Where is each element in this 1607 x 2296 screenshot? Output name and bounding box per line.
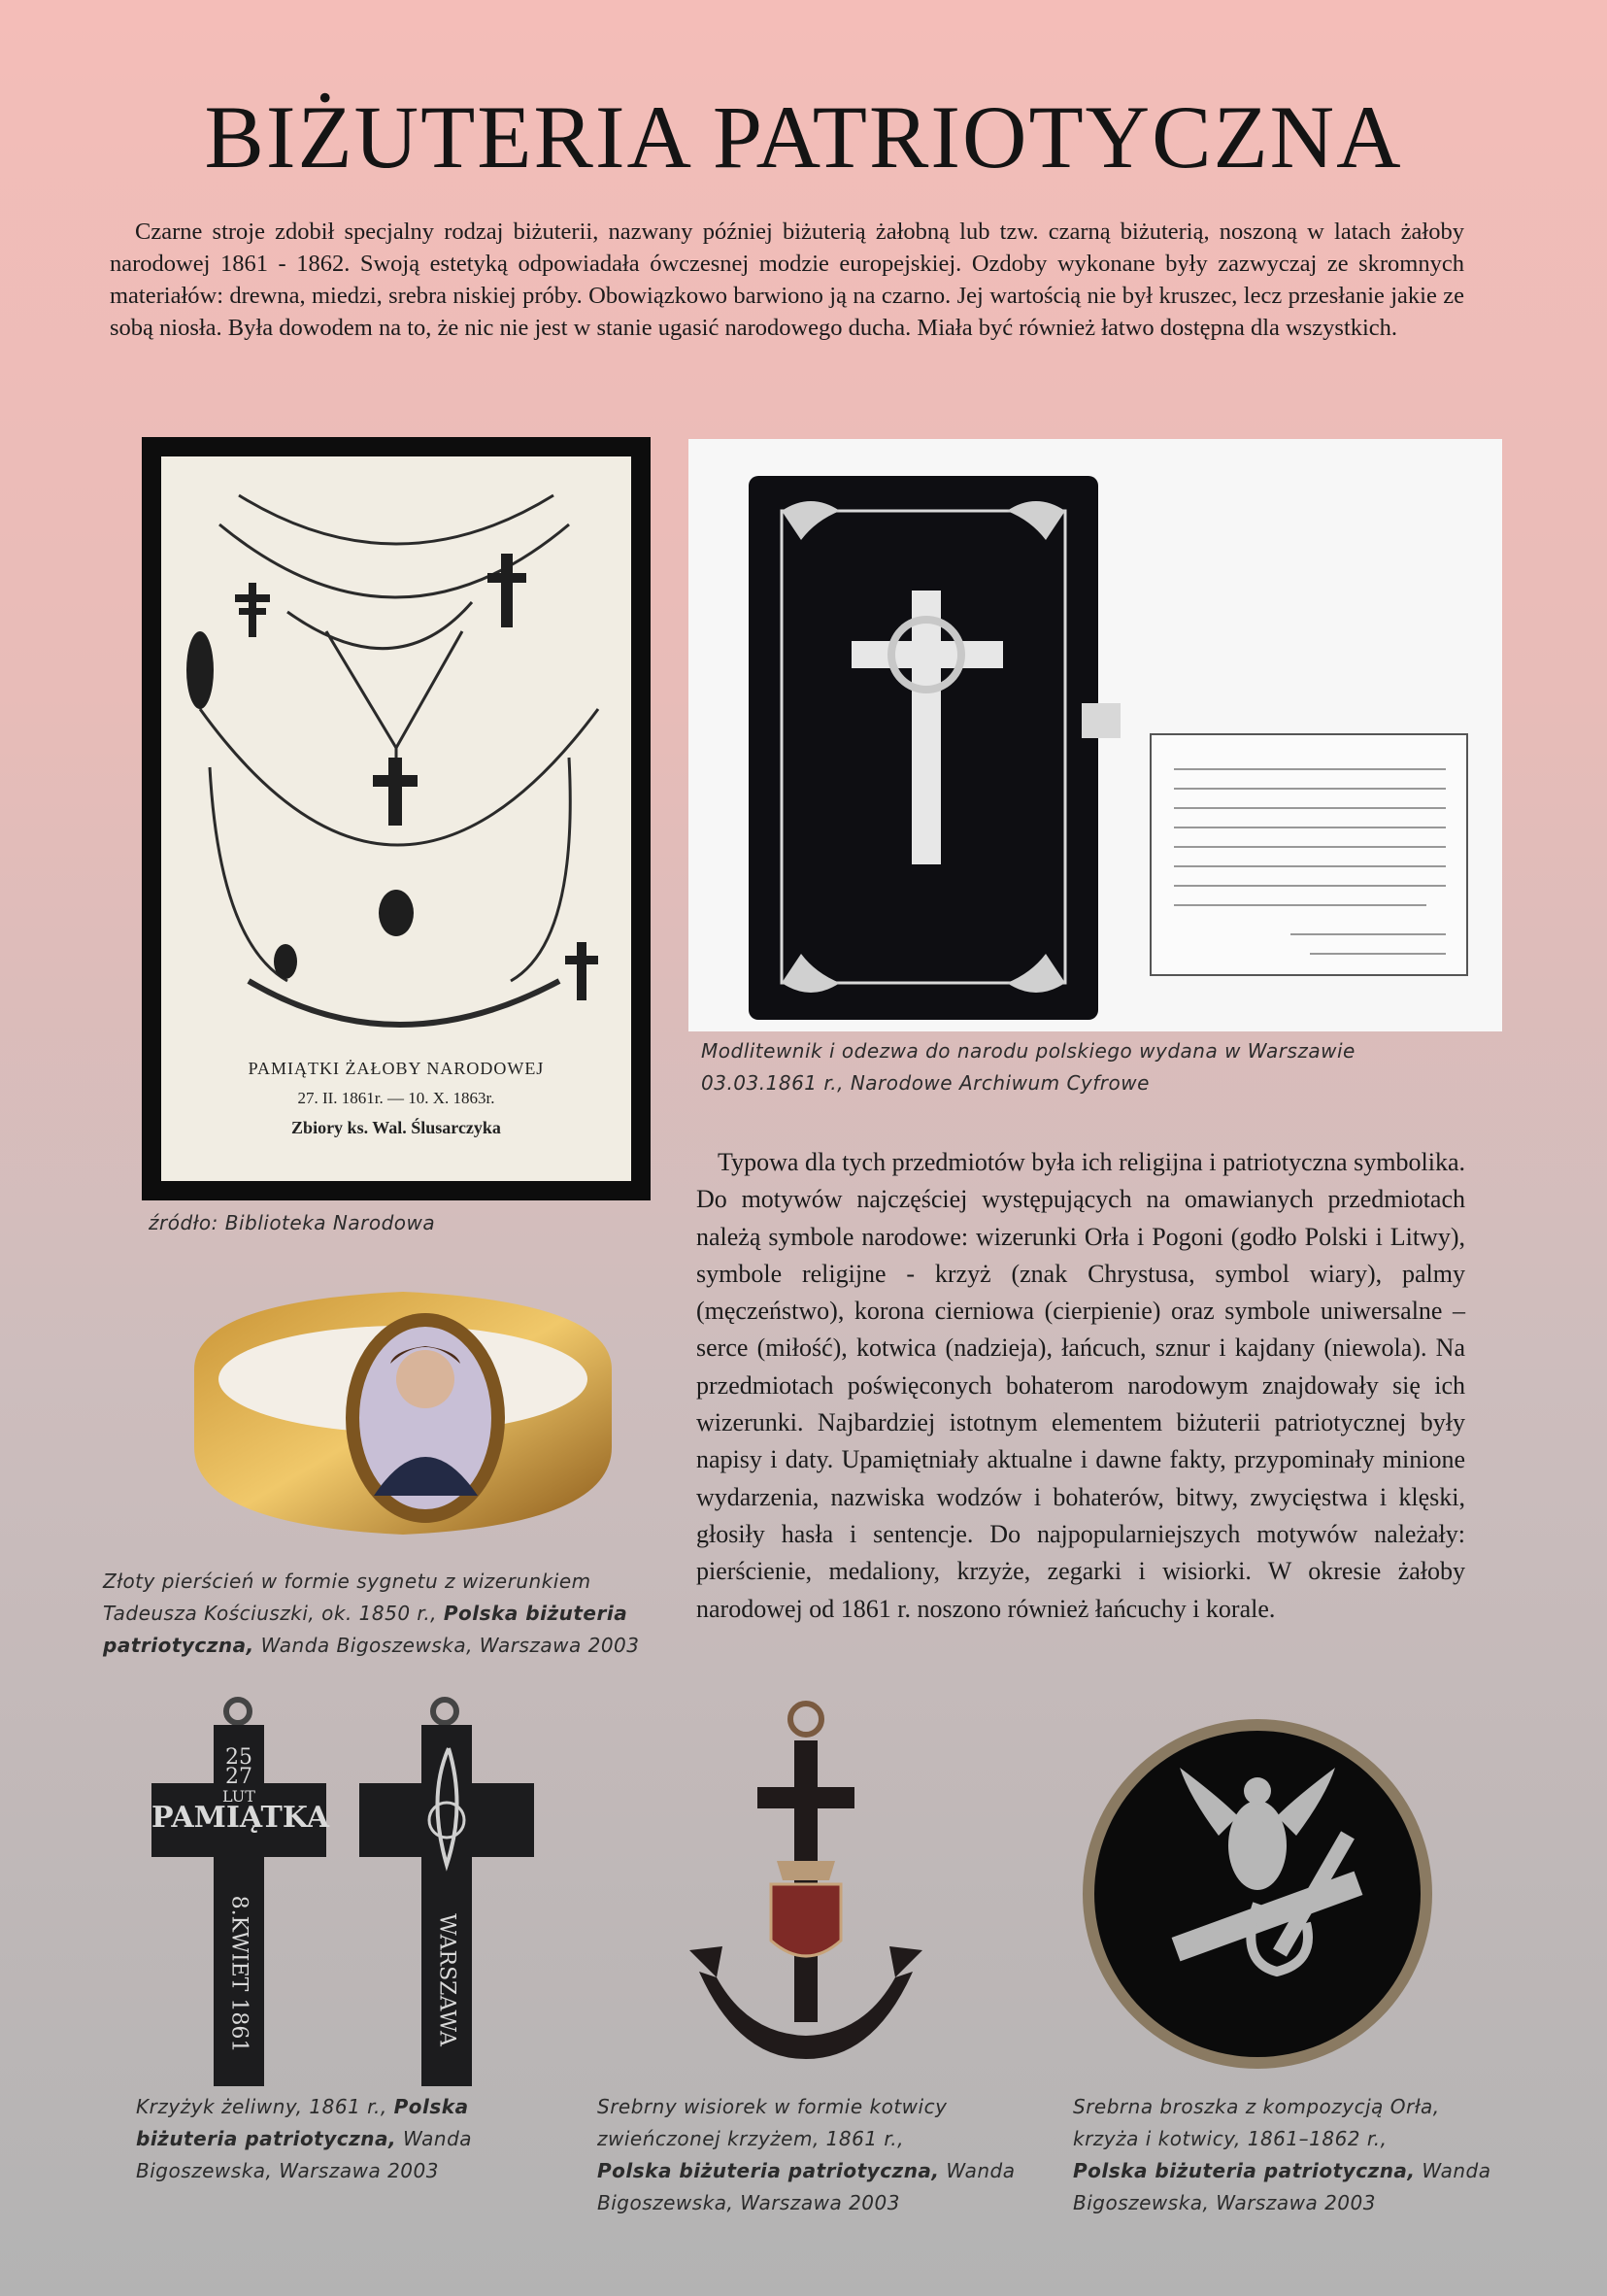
anchor-caption-line3a: Polska biżuteria patriotyczna, — [597, 2159, 940, 2182]
ring-caption-line3a: patriotyczna, — [103, 1634, 254, 1657]
brooch-caption — [1073, 2091, 1500, 2219]
brooch-caption-line3b: Wanda — [1415, 2159, 1491, 2182]
kosciuszko-ring-photo — [175, 1263, 631, 1554]
cross-front-bottom-text: 8.KWIET 1861 — [226, 1895, 251, 2053]
cross-text-day1: 25 — [225, 1745, 252, 1770]
cross-caption-line3: Bigoszewska, Warszawa 2003 — [136, 2159, 439, 2182]
mourning-jewelry-card-photo — [142, 437, 651, 1200]
brooch-caption-line2: krzyża i kotwicy, 1861–1862 r., — [1073, 2127, 1388, 2150]
brooch-caption-line4: Bigoszewska, Warszawa 2003 — [1073, 2191, 1376, 2214]
anchor-caption-line1: Srebrny wisiorek w formie kotwicy — [597, 2095, 948, 2118]
anchor-caption-line4: Bigoszewska, Warszawa 2003 — [597, 2191, 900, 2214]
cross-caption-line1b: Polska — [393, 2095, 469, 2118]
anchor-caption-line3b: Wanda — [939, 2159, 1016, 2182]
card-dates: 27. II. 1861r. — 10. X. 1863r. — [297, 1089, 495, 1107]
anchor-pendant-photo — [670, 1690, 942, 2078]
intro-paragraph: Czarne stroje zdobił specjalny rodzaj biżuterii, nazwany później biżuterią żałobną lub tzw. czarną biżuterią, noszoną w latach żałoby narodowej 1861 - 1862. Swoją estetyką odpowiadała ówczesnej modzie europejskiej. Ozdoby wykonane były zazwyczaj ze skromnych materiałów: drewna, miedzi, srebra niskiej próby. Obowiązkowo barwiono ją na czarno. Jej wartością nie był kruszec, lecz przesłanie jakie ze sobą niosła. Była dowodem na to, że nic nie jest w stanie ugasić narodowego ducha. Miała być również łatwo dostępna dla wszystkich. — [110, 219, 1464, 341]
cross-caption-line2b: Wanda — [396, 2127, 473, 2150]
cross-caption — [136, 2091, 544, 2187]
ring-caption-line2b: Polska biżuteria — [443, 1602, 628, 1625]
symbolism-paragraph: Typowa dla tych przedmiotów była ich religijna i patriotyczna symbolika. Do motywów najczęściej występujących na omawianych przedmiotach należą symbole narodowe: wizerunki Orła i Pogoni (godło Polski i Litwy), symbole religijne - krzyż (znak Chrystusa, symbol wiary), palmy (męczeństwo), korona cierniowa (cierpienie) oraz symbole uniwersalne – serce (miłość), kotwica (nadzieja), łańcuch, sznur i kajdany (niewola). Na przedmiotach poświęconych bohaterom narodowym znajdowały się ich wizerunki. Najbardziej istotnym elementem biżuterii patriotycznej były napisy i daty. Upamiętniały aktualne i dawne fakty, przypominały minione wydarzenia, nazwiska wodzów i bohaterów, bitwy, zwycięstwa i klęski, głosiły hasła i sentencje. Do najpopularniejszych motywów należały: pierścienie, medaliony, krzyże, zegarki i wisiorki. W okresie żałoby narodowej od 1861 r. noszono również łańcuchy i korale. — [696, 1148, 1465, 1623]
prayer-book-caption — [701, 1035, 1497, 1099]
card-title: PAMIĄTKI ŻAŁOBY NARODOWEJ — [248, 1059, 545, 1078]
cross-caption-line1a: Krzyżyk żeliwny, 1861 r., — [136, 2095, 394, 2118]
anchor-caption-line2: zwieńczonej krzyżem, 1861 r., — [597, 2127, 905, 2150]
prayer-book-caption-line1: Modlitewnik i odezwa do narodu polskiego wydana w Warszawie — [701, 1039, 1356, 1063]
cross-text-month: LUT — [222, 1787, 255, 1806]
card-collection: Zbiory ks. Wal. Ślusarczyka — [291, 1118, 501, 1137]
source-caption: źródło: Biblioteka Narodowa — [149, 1211, 436, 1234]
brooch-caption-line3a: Polska biżuteria patriotyczna, — [1073, 2159, 1416, 2182]
cast-iron-cross-photo — [136, 1690, 544, 2098]
eagle-brooch-photo — [1073, 1709, 1442, 2078]
brooch-caption-line1: Srebrna broszka z kompozycją Orła, — [1073, 2095, 1440, 2118]
ring-caption — [103, 1566, 666, 1662]
anchor-caption — [597, 2091, 1024, 2219]
ring-caption-line3b: Wanda Bigoszewska, Warszawa 2003 — [253, 1634, 640, 1657]
ring-caption-line1: Złoty pierścień w formie sygnetu z wizerunkiem — [103, 1570, 591, 1593]
page-title: BIŻUTERIA PATRIOTYCZNA — [204, 87, 1403, 186]
prayer-book-photo — [688, 439, 1502, 1031]
prayer-book-caption-line2: 03.03.1861 r., Narodowe Archiwum Cyfrowe — [701, 1071, 1150, 1095]
cross-back-bottom-text: WARSZAWA — [434, 1913, 459, 2046]
ring-caption-line2a: Tadeusza Kościuszki, ok. 1850 r., — [103, 1602, 444, 1625]
cross-caption-line2a: biżuteria patriotyczna, — [136, 2127, 397, 2150]
cross-text-day2: 27 — [225, 1765, 252, 1789]
cross-front-top-text — [214, 1745, 264, 1806]
cross-front-bar-text: PAMIĄTKA — [151, 1801, 329, 1835]
